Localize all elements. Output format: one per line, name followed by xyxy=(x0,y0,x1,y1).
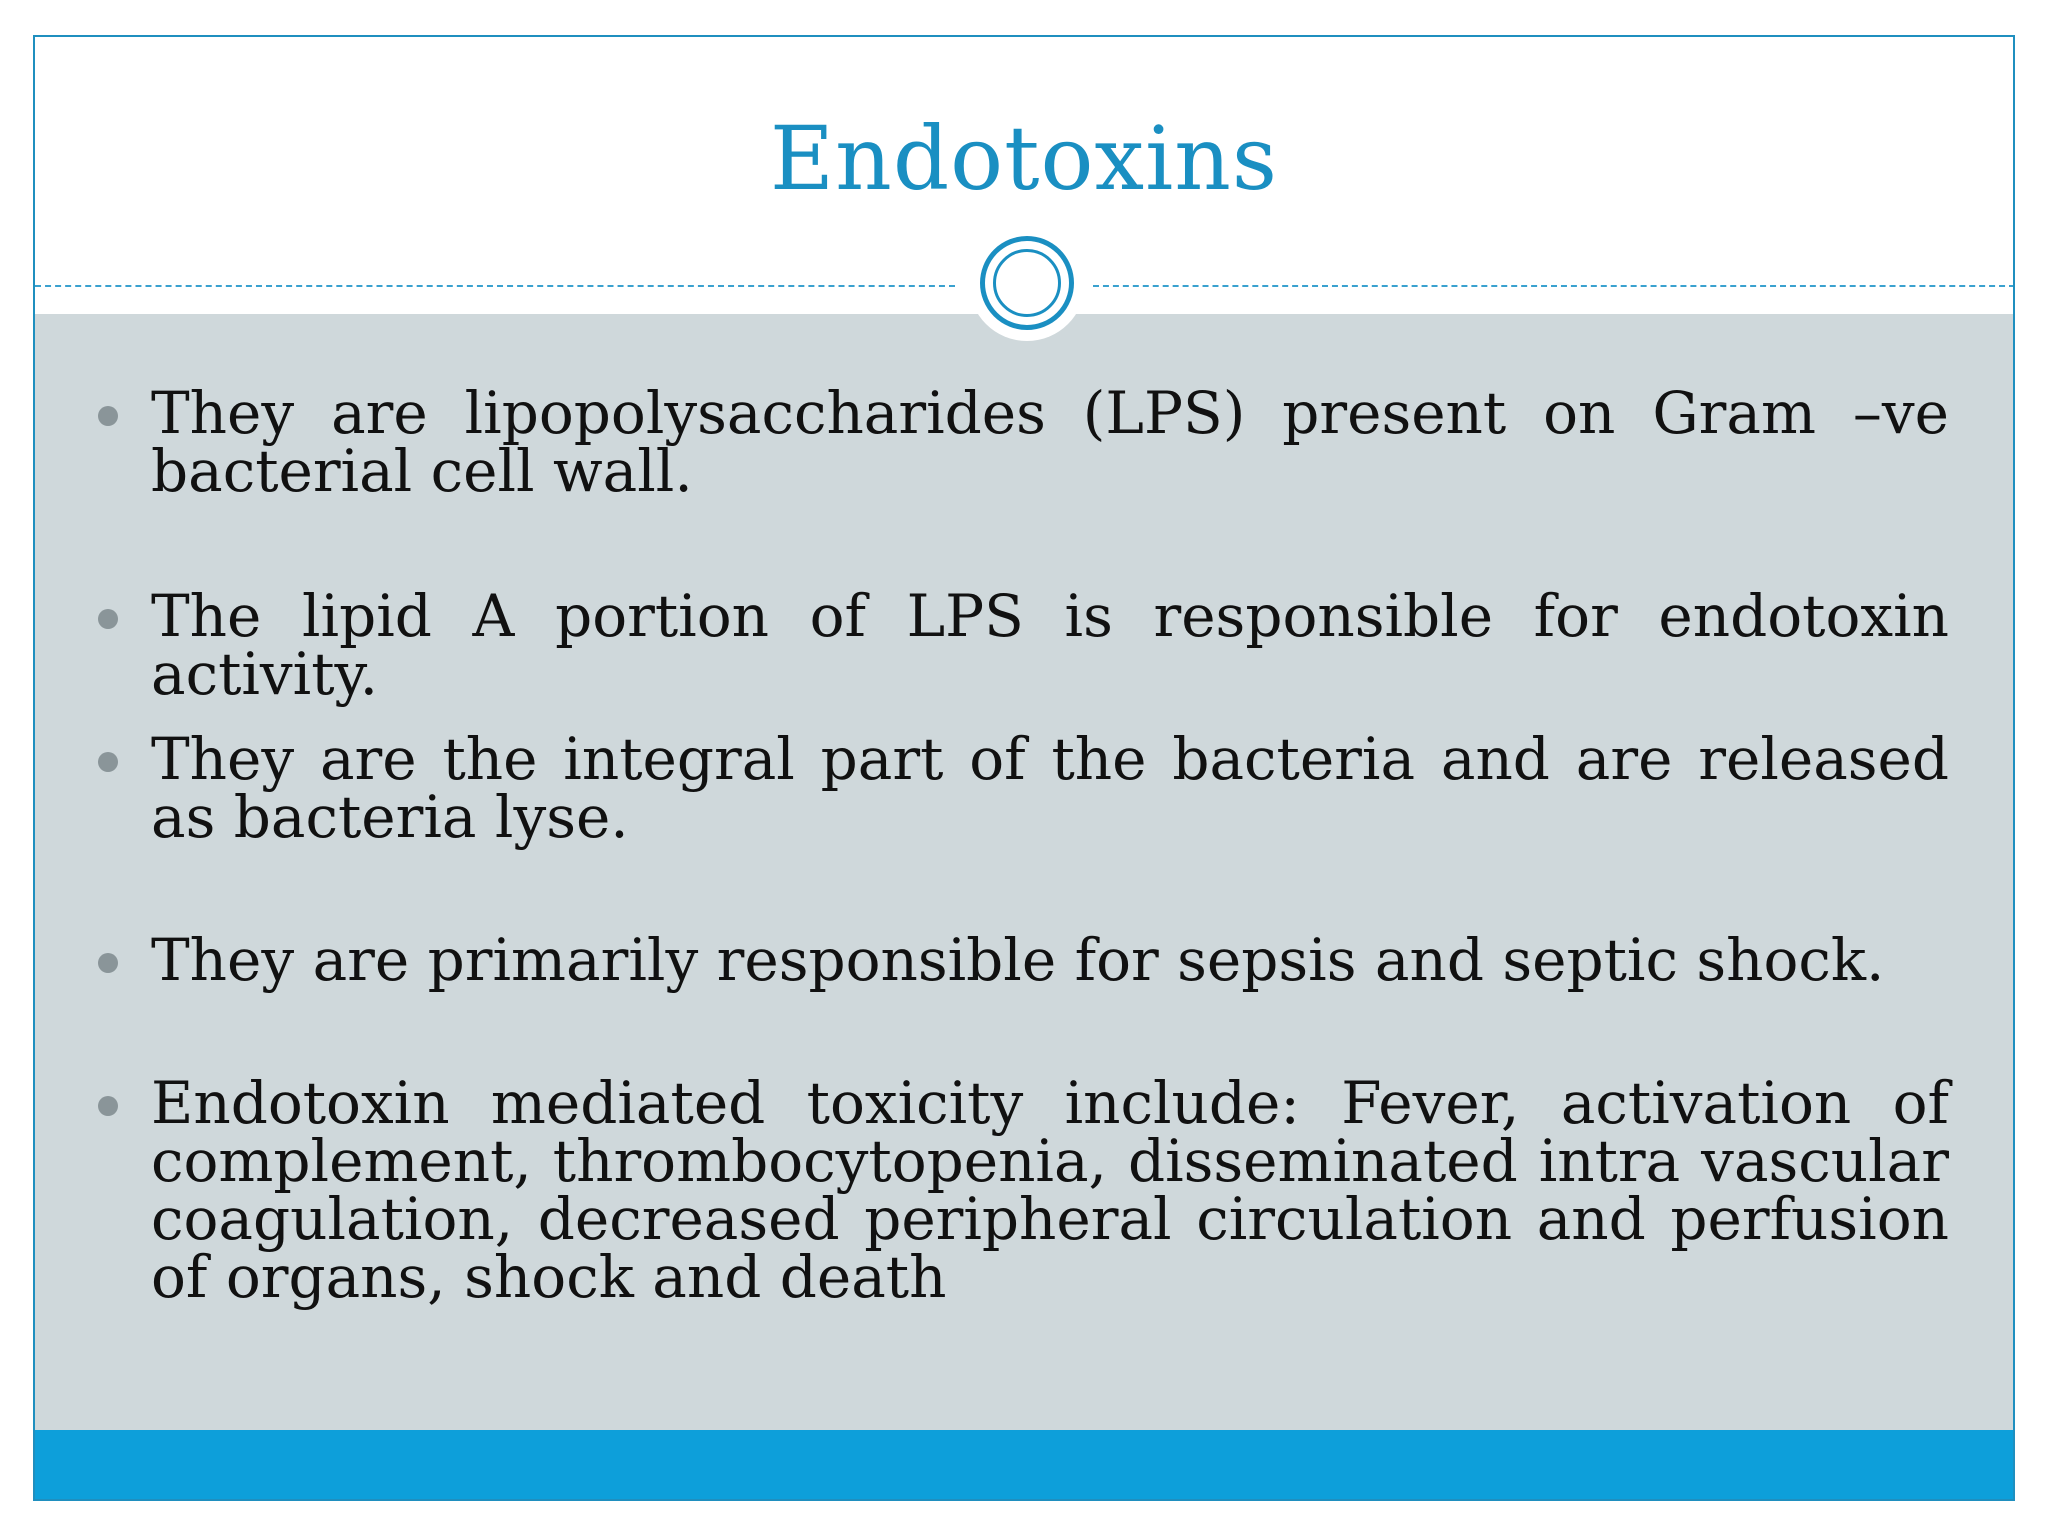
bullet-dot-icon xyxy=(98,609,118,629)
circle-ornament-icon xyxy=(980,236,1074,330)
bullet-text: They are the integral part of the bacteria and are released as bacteria lyse. xyxy=(151,725,1949,851)
title-divider-left xyxy=(35,285,955,287)
slide-title: Endotoxins xyxy=(769,107,1279,210)
bullet-text: They are lipopolysaccharides (LPS) present on Gram –ve bacterial cell wall. xyxy=(151,379,1949,505)
bullet-dot-icon xyxy=(98,953,118,973)
circle-ornament-inner-icon xyxy=(993,249,1061,317)
title-divider-right xyxy=(1093,285,2015,287)
bullet-list xyxy=(35,314,2013,1466)
content-area xyxy=(35,314,2013,1466)
bullet-dot-icon xyxy=(98,406,118,426)
footer-bar xyxy=(35,1430,2013,1501)
bullet-text: Endotoxin mediated toxicity include: Fever, activation of complement, thrombocytopenia, disseminated intra vascular coagulation, decreased peripheral circulation and perfusion of organs, shock and death xyxy=(151,1069,1949,1311)
bullet-dot-icon xyxy=(98,752,118,772)
bullet-text: They are primarily responsible for sepsis and septic shock. xyxy=(151,926,1885,994)
slide xyxy=(33,35,2015,1501)
bullet-dot-icon xyxy=(98,1096,118,1116)
bullet-text: The lipid A portion of LPS is responsible for endotoxin activity. xyxy=(151,582,1949,708)
